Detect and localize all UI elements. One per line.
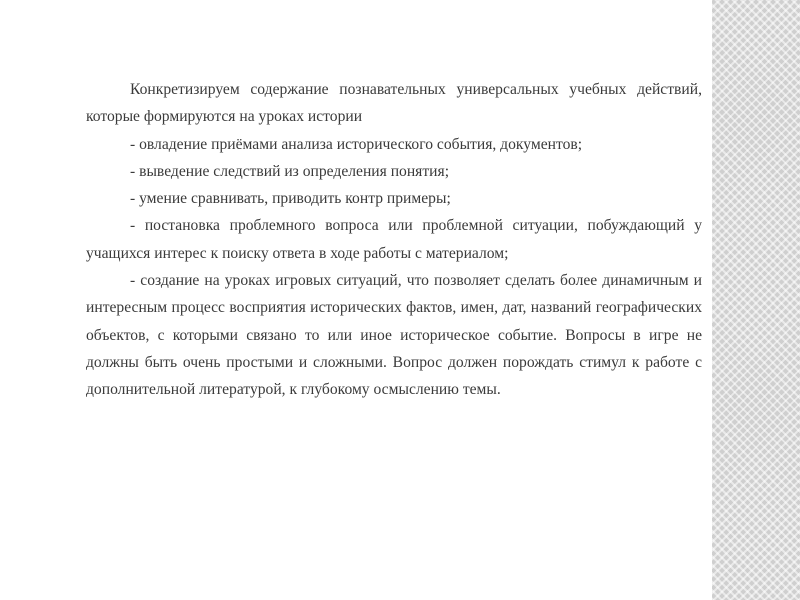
list-item-analysis: - овладение приёмами анализа исторического события, документов; xyxy=(130,135,583,153)
body-text xyxy=(86,76,702,404)
list-item-game-situations: - создание на уроках игровых ситуаций, что позволяет сделать более динамичным и интересным процесс восприятия исторических фактов, имен, дат, названий географических объектов, с которыми связано то или иное историческое событие. Вопросы в игре не должны быть очень простыми и сложными. Вопрос должен порождать стимул к работе с дополнительной литературой, к глубокому осмыслению темы. xyxy=(86,272,702,399)
decorative-side-band xyxy=(712,0,800,600)
list-item-problem-question: - постановка проблемного вопроса или проблемной ситуации, побуждающий у учащихся интерес к поиску ответа в ходе работы с материалом; xyxy=(86,217,702,262)
list-item-compare: - умение сравнивать, приводить контр примеры; xyxy=(130,190,451,208)
intro-paragraph: Конкретизируем содержание познавательных универсальных учебных действий, которые формируются на уроках истории xyxy=(86,81,702,126)
list-item-consequences: - выведение следствий из определения понятия; xyxy=(130,162,450,180)
